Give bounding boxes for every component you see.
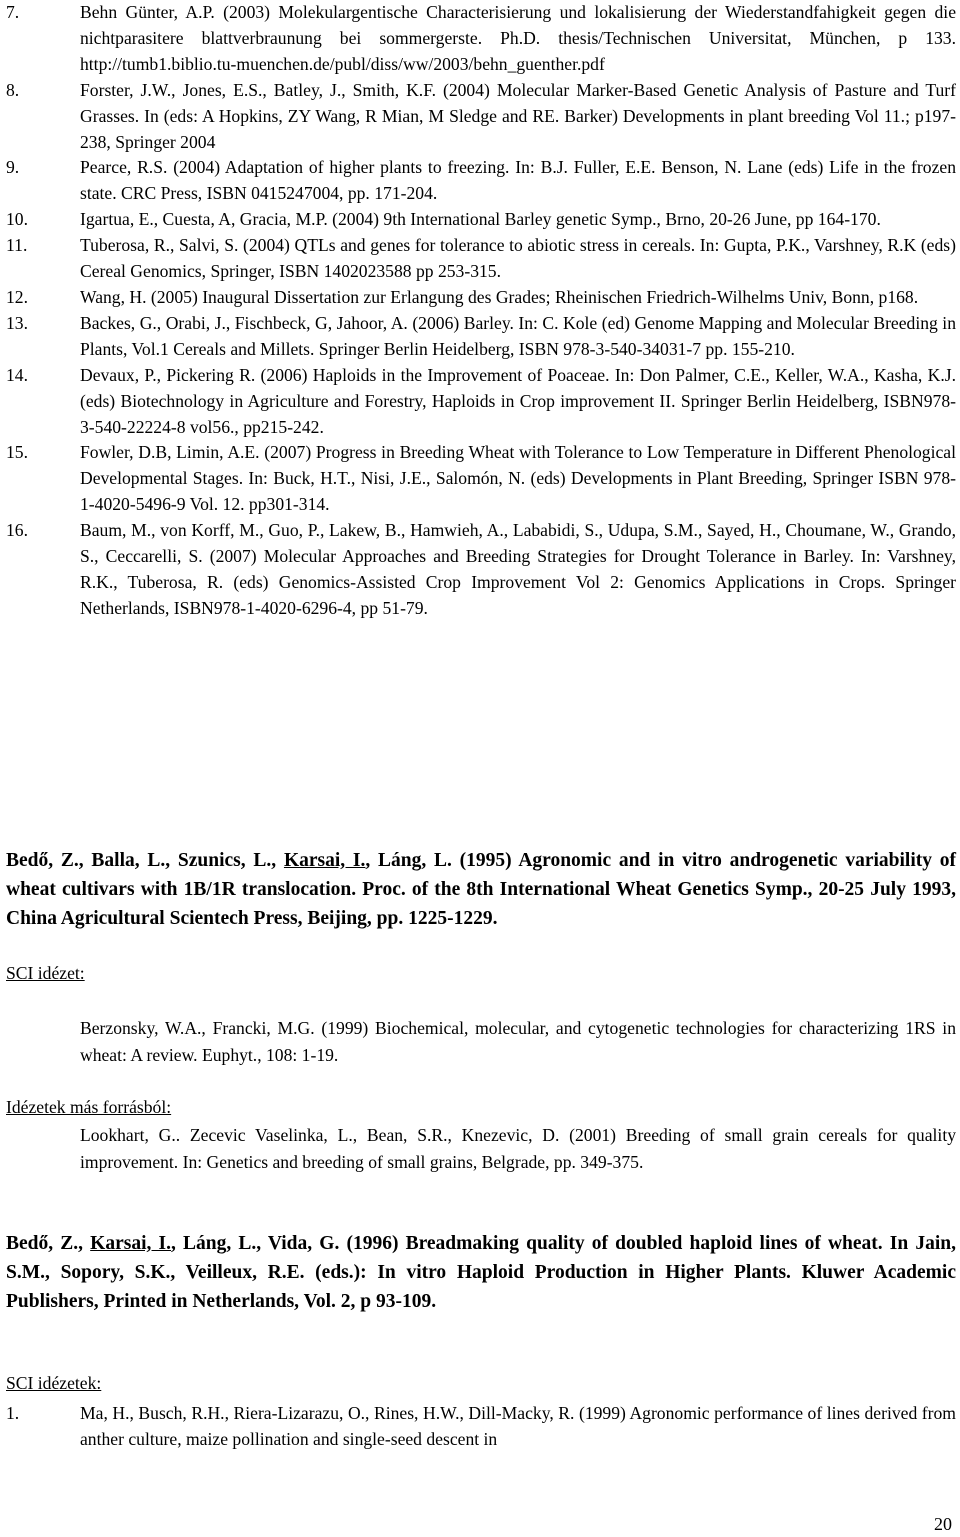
reference-item bbox=[6, 285, 956, 311]
entry-authors-pre: Bedő, Z., bbox=[6, 1233, 91, 1254]
reference-item bbox=[6, 518, 956, 622]
citation-number: 1. bbox=[6, 1403, 20, 1423]
reference-item bbox=[6, 233, 956, 285]
citation-item bbox=[6, 1401, 956, 1453]
entry-authors-pre: Bedő, Z., Balla, L., Szunics, L., bbox=[6, 850, 284, 871]
reference-number: 15. bbox=[6, 442, 28, 463]
reference-text: Wang, H. (2005) Inaugural Dissertation zur Erlangung des Grades; Rheinischen Friedrich-Wilhelms Univ, Bonn, p168. bbox=[80, 286, 919, 307]
reference-item bbox=[6, 155, 956, 207]
reference-text: Baum, M., von Korff, M., Guo, P., Lakew, B., Hamwieh, A., Lababidi, S., Udupa, S.M., Sayed, H., Choumane, W., Grando, S., Ceccarelli, S. (2007) Molecular Approaches and Breeding Strategies for Drought Tolerance in Barley. In: Varshney, R.K., Tuberosa, R. (eds) Genomics-Assisted Crop Improvement Vol 2: Genomics Applications in Crops. Springer Netherlands, ISBN978-1-4020-6296-4, pp 51-79. bbox=[80, 520, 956, 618]
citation-item: Lookhart, G.. Zecevic Vaselinka, L., Bean, S.R., Knezevic, D. (2001) Breeding of small grain cereals for quality improvement. In: Genetics and breeding of small grains, Belgrade, pp. 349-375. bbox=[80, 1125, 956, 1172]
reference-text: Forster, J.W., Jones, E.S., Batley, J., Smith, K.F. (2004) Molecular Marker-Based Genetic Analysis of Pasture and Turf Grasses. In (eds: A Hopkins, ZY Wang, R Mian, M Sledge and RE. Barker) Developments in plant breeding Vol 11.; p197-238, Springer 2004 bbox=[80, 79, 956, 152]
publication-entry bbox=[6, 846, 956, 933]
citation-text: Ma, H., Busch, R.H., Riera-Lizarazu, O., Rines, H.W., Dill-Macky, R. (1999) Agronomic performance of lines derived from anther culture, maize pollination and single-seed descent in bbox=[80, 1403, 956, 1449]
citation-item: Berzonsky, W.A., Francki, M.G. (1999) Biochemical, molecular, and cytogenetic technologies for characterizing 1RS in wheat: A review. Euphyt., 108: 1-19. bbox=[80, 1018, 956, 1065]
reference-item bbox=[6, 440, 956, 518]
entry-details: , Láng, L. (1995) Agronomic and in vitro androgenetic variability of wheat cultivars with 1B/1R translocation. Proc. of the 8th International Wheat Genetics Symp., 20-25 July 1993, China Agricultural Scientech Press, Beijing, pp. 1225-1229. bbox=[6, 850, 957, 929]
reference-item bbox=[6, 0, 956, 78]
entry-author-highlight: Karsai, I. bbox=[283, 850, 366, 871]
reference-item bbox=[6, 311, 956, 363]
sci-citation-heading: SCI idézet: bbox=[6, 963, 85, 983]
reference-item bbox=[6, 207, 956, 233]
reference-number: 11. bbox=[6, 235, 28, 256]
reference-item bbox=[6, 78, 956, 156]
reference-number: 10. bbox=[6, 209, 28, 230]
publication-entry bbox=[6, 1229, 956, 1316]
reference-text: Devaux, P., Pickering R. (2006) Haploids in the Improvement of Poaceae. In: Don Palmer, C.E., Keller, W.A., Kasha, K.J. (eds) Biotechnology in Agriculture and Forestry, Haploids in Crop improvement II. Springer Berlin Heidelberg, ISBN978-3-540-22224-8 vol56., pp215-242. bbox=[80, 364, 956, 437]
entry-details: , Láng, L., Vida, G. (1996) Breadmaking quality of doubled haploid lines of wheat. In Jain, S.M., Sopory, S.K., Veilleux, R.E. (eds.): In vitro Haploid Production in Higher Plants. Kluwer Academic Publishers, Printed in Netherlands, Vol. 2, p 93-109. bbox=[6, 1233, 957, 1312]
reference-number: 7. bbox=[6, 2, 20, 22]
reference-number: 16. bbox=[6, 520, 28, 541]
reference-text: Igartua, E., Cuesta, A, Gracia, M.P. (2004) 9th International Barley genetic Symp., Brno, 20-26 June, pp 164-170. bbox=[80, 209, 881, 230]
reference-text: Behn Günter, A.P. (2003) Molekulargentische Characterisierung und lokalisierung der Wiederstandfahigkeit gegen die nichtparasitere blattverbraunung bei sommergerste. Ph.D. thesis/Technischen Universitat, München, p 133. http://tumb1.biblio.tu-muenchen.de/publ/diss/ww/2003/behn_guenther.pdf bbox=[80, 2, 956, 74]
reference-number: 8. bbox=[6, 79, 20, 100]
reference-list bbox=[6, 0, 956, 622]
reference-number: 13. bbox=[6, 312, 28, 333]
page-number: 20 bbox=[934, 1514, 952, 1534]
reference-number: 9. bbox=[6, 157, 20, 178]
reference-number: 14. bbox=[6, 364, 28, 385]
other-sources-heading: Idézetek más forrásból: bbox=[6, 1097, 172, 1117]
reference-number: 12. bbox=[6, 286, 28, 307]
reference-text: Fowler, D.B, Limin, A.E. (2007) Progress in Breeding Wheat with Tolerance to Low Temperature in Different Phenological Developmental Stages. In: Buck, H.T., Nisi, J.E., Salomón, N. (eds) Developments in Plant Breeding, Springer ISBN 978-1-4020-5496-9 Vol. 12. pp301-314. bbox=[80, 442, 956, 515]
reference-text: Tuberosa, R., Salvi, S. (2004) QTLs and genes for tolerance to abiotic stress in cereals. In: Gupta, P.K., Varshney, R.K (eds) Cereal Genomics, Springer, ISBN 1402023588 pp 253-315. bbox=[80, 235, 956, 282]
entry-author-highlight: Karsai, I. bbox=[90, 1233, 171, 1254]
reference-text: Backes, G., Orabi, J., Fischbeck, G, Jahoor, A. (2006) Barley. In: C. Kole (ed) Genome Mapping and Molecular Breeding in Plants, Vol.1 Cereals and Millets. Springer Berlin Heidelberg, ISBN 978-3-540-34031-7 pp. 155-210. bbox=[80, 312, 956, 359]
sci-citations-heading: SCI idézetek: bbox=[6, 1373, 102, 1393]
reference-text: Pearce, R.S. (2004) Adaptation of higher plants to freezing. In: B.J. Fuller, E.E. Benson, N. Lane (eds) Life in the frozen state. CRC Press, ISBN 0415247004, pp. 171-204. bbox=[80, 157, 956, 204]
reference-item bbox=[6, 363, 956, 441]
